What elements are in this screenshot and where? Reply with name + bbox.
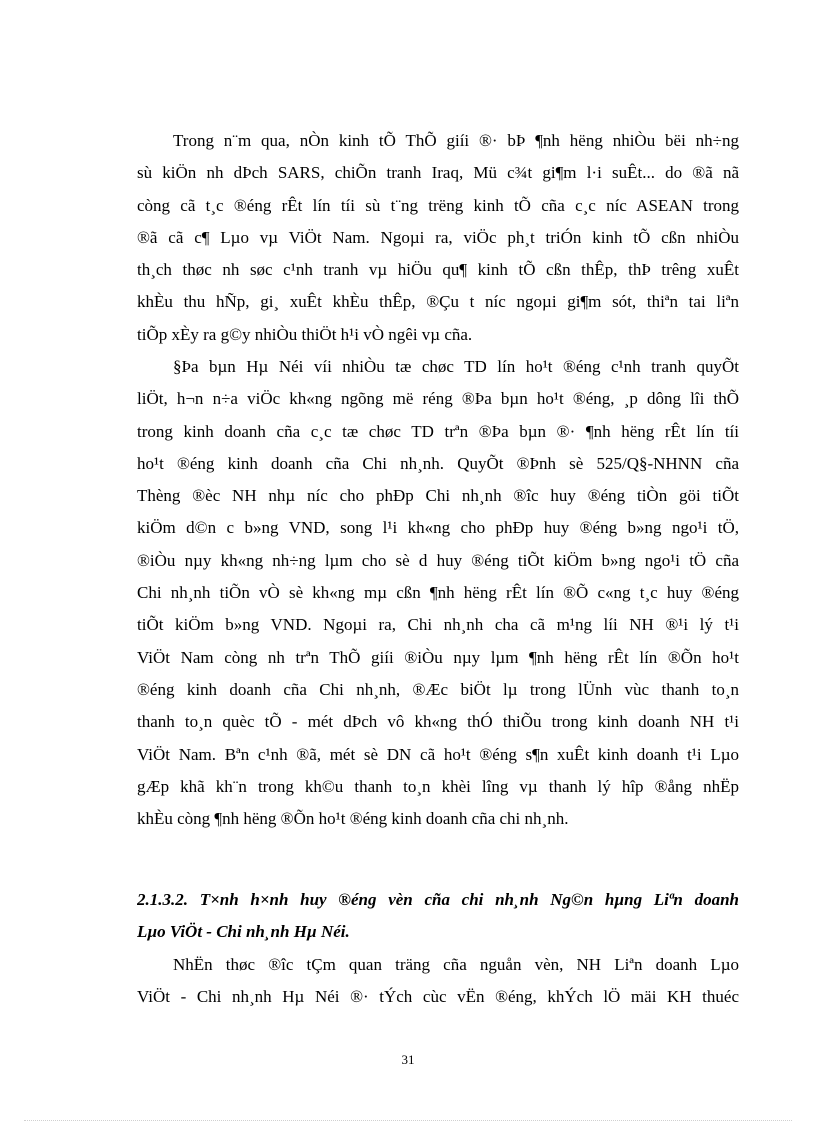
text-line: gÆp khã kh¨n trong kh©u thanh to¸n khèi lîng vµ thanh lý hîp ®ång nhËp — [137, 776, 739, 796]
text-line: th¸ch thøc nh søc c¹nh tranh vµ hiÖu qu¶ kinh tÕ cßn thÊp, thÞ trêng xuÊt — [137, 260, 739, 280]
text-line: ViÖt Nam. Bªn c¹nh ®ã, mét sè DN cã ho¹t ®éng s¶n xuÊt kinh doanh t¹i Lµo — [137, 744, 739, 764]
heading-line: Lµo ViÖt - Chi nh¸nh Hµ Néi. — [137, 922, 350, 942]
section-heading — [137, 884, 739, 949]
text-line: §Þa bµn Hµ Néi víi nhiÒu tæ chøc TD lín ho¹t ®éng c¹nh tranh quyÕt — [173, 357, 739, 376]
text-line: liÖt, h¬n n÷a viÖc kh«ng ngõng më réng ®Þa bµn ho¹t ®éng, ¸p dông lîi thÕ — [137, 389, 739, 409]
text-line: khÈu thu hÑp, gi¸ xuÊt khÈu thÊp, ®Çu t níc ngoµi gi¶m sót, thiªn tai liªn — [137, 292, 739, 312]
paragraph-hanoi-competition — [137, 351, 739, 835]
text-line: còng cã t¸c ®éng rÊt lín tíi sù t¨ng trëng kinh tÕ cña c¸c níc ASEAN trong — [137, 195, 739, 215]
text-line: Thèng ®èc NH nhµ níc cho phÐp Chi nh¸nh ®îc huy ®éng tiÒn göi tiÕt — [137, 486, 739, 506]
text-line: sù kiÖn nh dÞch SARS, chiÕn tranh Iraq, Mü c¾t gi¶m l·i suÊt... do ®ã nã — [137, 163, 739, 183]
text-line: Trong n¨m qua, nÒn kinh tÕ ThÕ giíi ®· bÞ ¶nh hëng nhiÒu bëi nh÷ng — [173, 131, 739, 150]
text-line: NhËn thøc ®îc tÇm quan träng cña nguån vèn, NH Liªn doanh Lµo — [173, 955, 739, 974]
text-line: tiÕt kiÖm b»ng VND. Ngoµi ra, Chi nh¸nh cha cã m¹ng líi NH ®¹i lý t¹i — [137, 615, 739, 635]
text-line: tiÕp xÈy ra g©y nhiÒu thiÖt h¹i vÒ ngêi vµ cña. — [137, 324, 473, 344]
text-line: ViÖt Nam còng nh trªn ThÕ giíi ®iÒu nµy lµm ¶nh hëng rÊt lín ®Õn ho¹t — [137, 647, 739, 667]
heading-line: 2.1.3.2. T×nh h×nh huy ®éng vèn cña chi nh¸nh Ng©n hµng Liªn doanh — [137, 890, 739, 909]
paragraph-world-economy — [137, 125, 739, 351]
text-line: trong kinh doanh cña c¸c tæ chøc TD trªn ®Þa bµn ®· ¶nh hëng rÊt lín tíi — [137, 421, 739, 441]
text-line: kiÖm d©n c b»ng VND, song l¹i kh«ng cho phÐp huy ®éng b»ng ngo¹i tÖ, — [137, 518, 739, 538]
text-line: ®ã cã c¶ Lµo vµ ViÖt Nam. Ngoµi ra, viÖc ph¸t triÓn kinh tÕ cßn nhiÒu — [137, 227, 739, 247]
text-line: khÈu còng ¶nh hëng ®Õn ho¹t ®éng kinh doanh cña chi nh¸nh. — [137, 809, 569, 829]
text-line: ViÖt - Chi nh¸nh Hµ Néi ®· tÝch cùc vËn ®éng, khÝch lÖ mäi KH thuéc — [137, 987, 739, 1007]
page-bottom-divider — [24, 1120, 792, 1121]
paragraph-capital-mobilization — [137, 949, 739, 1014]
text-line: Chi nh¸nh tiÕn vÒ sè kh«ng mµ cßn ¶nh hëng rÊt lín ®Õ c«ng t¸c huy ®éng — [137, 583, 739, 603]
text-line: ®éng kinh doanh cña Chi nh¸nh, ®Æc biÖt lµ trong lÜnh vùc thanh to¸n — [137, 679, 739, 699]
text-line: ®iÒu nµy kh«ng nh÷ng lµm cho sè d huy ®éng tiÕt kiÖm b»ng ngo¹i tÖ cña — [137, 550, 739, 570]
text-line: ho¹t ®éng kinh doanh cña Chi nh¸nh. QuyÕt ®Þnh sè 525/Q§-NHNN cña — [137, 453, 739, 473]
text-line: thanh to¸n quèc tÕ - mét dÞch vô kh«ng thÓ thiÕu trong kinh doanh NH t¹i — [137, 712, 739, 732]
page-number: 31 — [401, 1052, 415, 1067]
